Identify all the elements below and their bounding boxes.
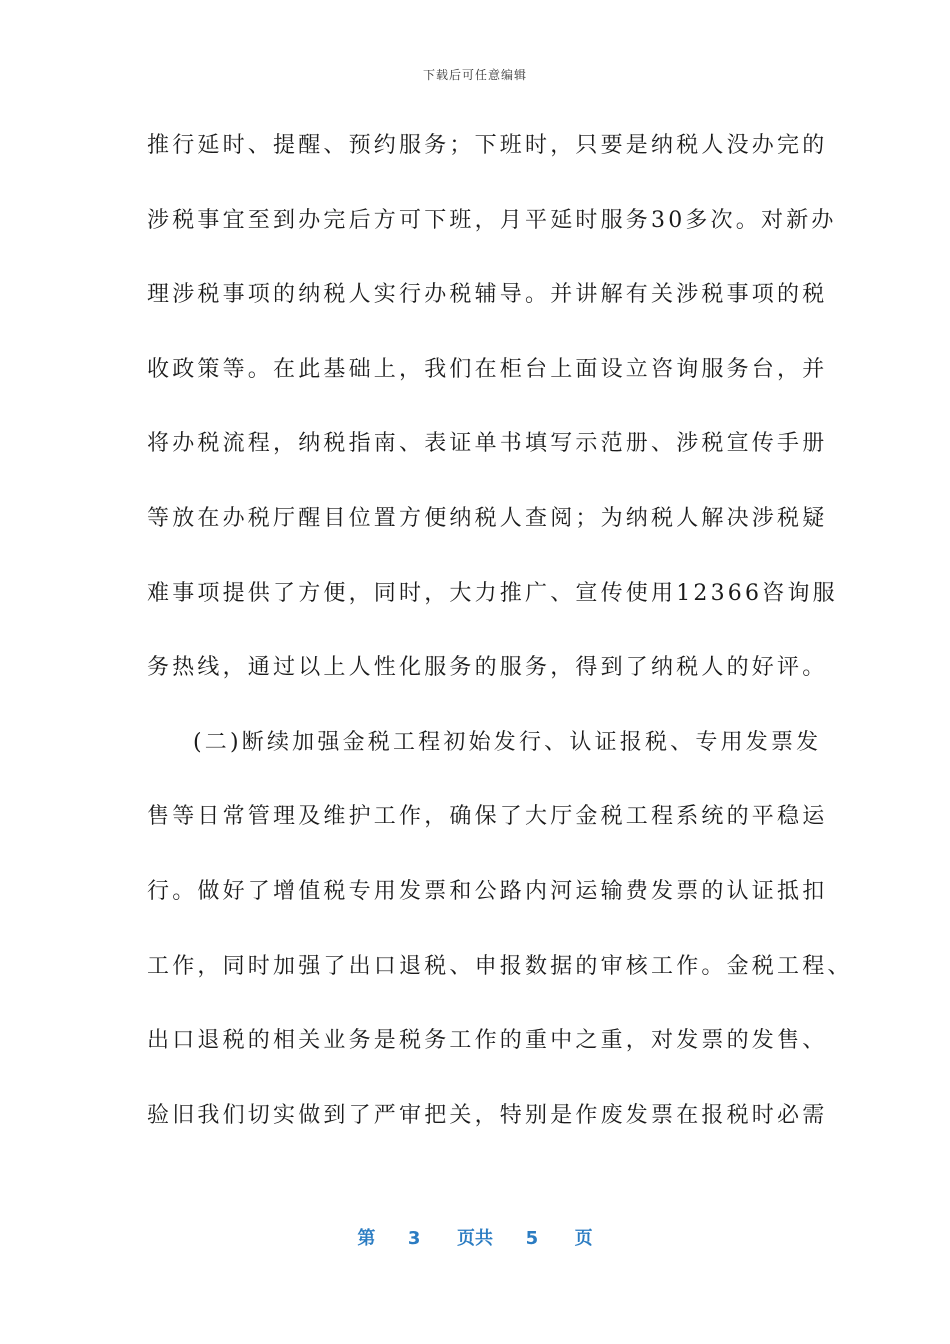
footer-middle: 页共 — [457, 1228, 493, 1249]
paragraph-line: 理涉税事项的纳税人实行办税辅导。并讲解有关涉税事项的税 — [147, 282, 828, 308]
paragraph-line: (二)断续加强金税工程初始发行、认证报税、专用发票发 — [193, 729, 822, 755]
paragraph-line: 行。做好了增值税专用发票和公路内河运输费发票的认证抵扣 — [147, 878, 828, 904]
paragraph-line: 务热线，通过以上人性化服务的服务，得到了纳税人的好评。 — [147, 655, 828, 681]
paragraph-line: 工作，同时加强了出口退税、申报数据的审核工作。金税工程、 — [147, 953, 853, 979]
paragraph-line: 难事项提供了方便，同时，大力推广、宣传使用12366咨询服 — [147, 580, 838, 606]
page-footer — [0, 1224, 950, 1250]
paragraph-line: 将办税流程，纳税指南、表证单书填写示范册、涉税宣传手册 — [147, 431, 828, 457]
footer-prefix: 第 — [357, 1228, 376, 1249]
current-page-number: 3 — [407, 1228, 421, 1249]
paragraph-line: 验旧我们切实做到了严审把关，特别是作废发票在报税时必需 — [147, 1102, 828, 1128]
paragraph-line: 等放在办税厅醒目位置方便纳税人查阅；为纳税人解决涉税疑 — [147, 505, 828, 531]
paragraph-line: 售等日常管理及维护工作，确保了大厅金税工程系统的平稳运 — [147, 804, 828, 830]
paragraph-line: 收政策等。在此基础上，我们在柜台上面设立咨询服务台，并 — [147, 356, 828, 382]
header-note: 下载后可任意编辑 — [422, 68, 527, 82]
paragraph-line: 推行延时、提醒、预约服务；下班时，只要是纳税人没办完的 — [147, 133, 828, 158]
document-body — [147, 120, 853, 1164]
total-pages-number: 5 — [525, 1228, 539, 1249]
paragraph-line: 涉税事宜至到办完后方可下班，月平延时服务30多次。对新办 — [147, 207, 837, 233]
footer-suffix: 页 — [574, 1228, 593, 1249]
paragraph-line: 出口退税的相关业务是税务工作的重中之重，对发票的发售、 — [147, 1028, 828, 1054]
